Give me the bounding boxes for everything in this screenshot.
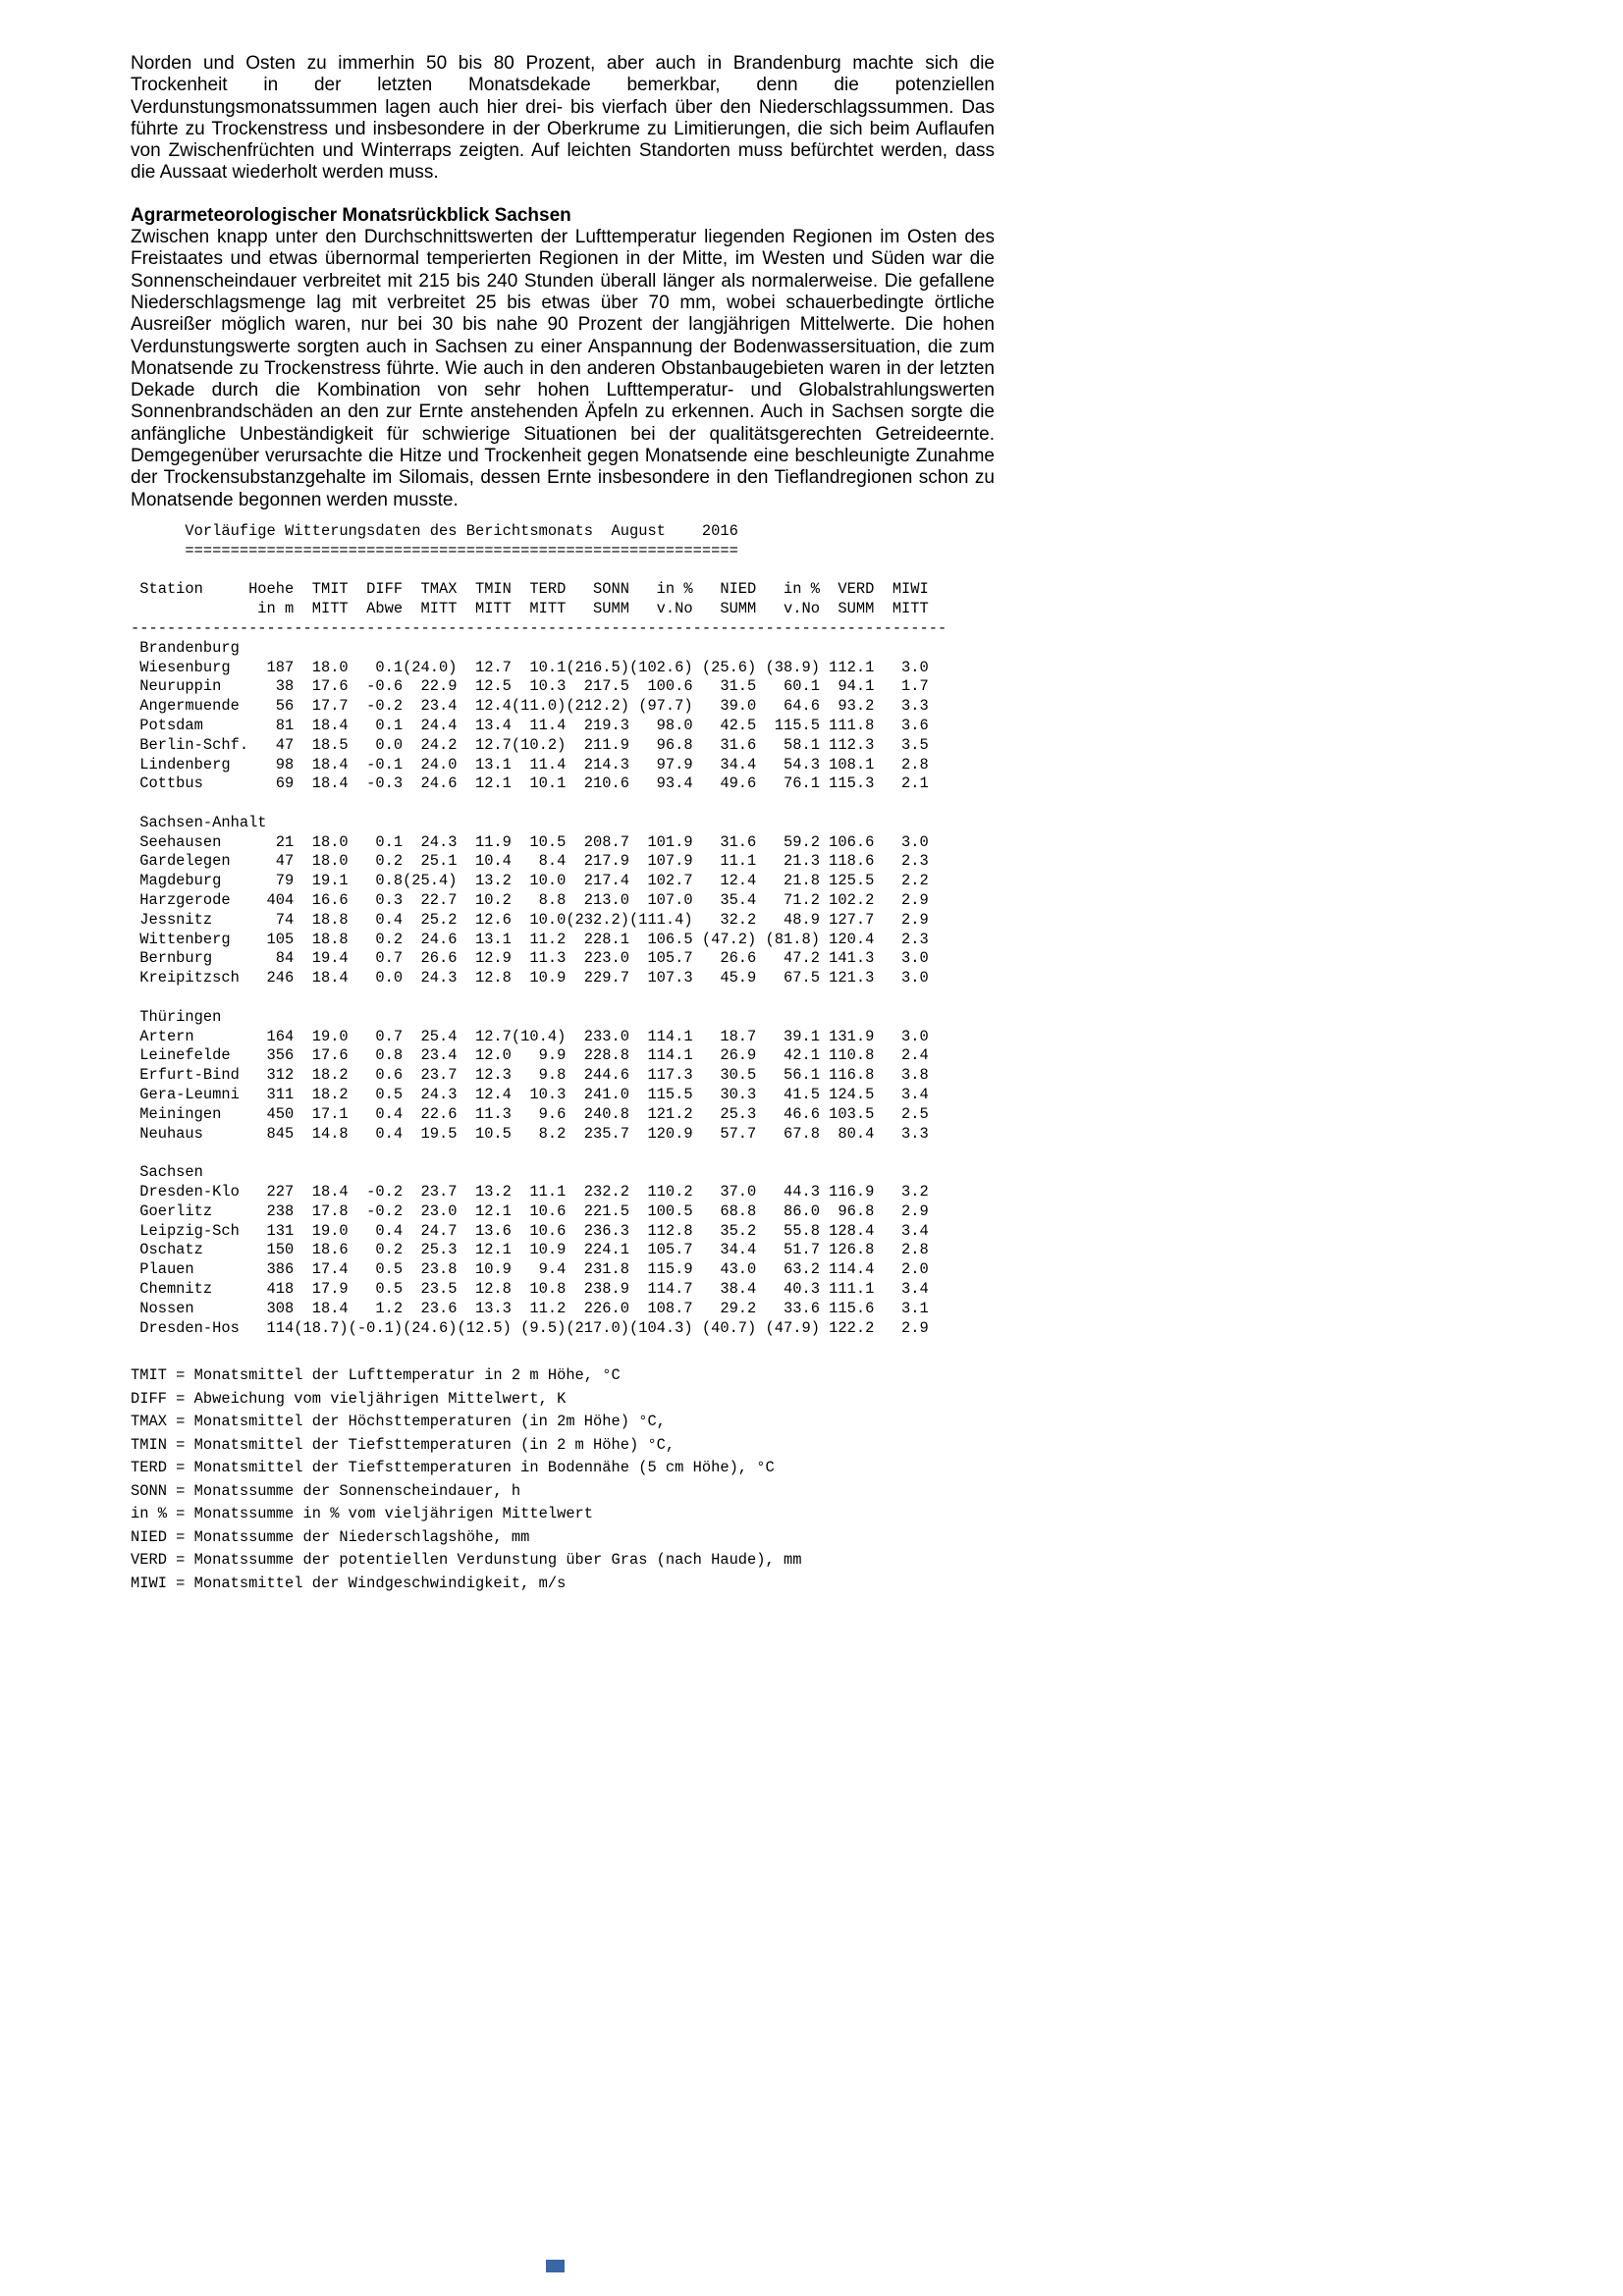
legend-item: MIWI = Monatsmittel der Windgeschwindigkeit, m/s (131, 1574, 567, 1592)
legend-item: TERD = Monatsmittel der Tiefsttemperaturen in Bodennähe (5 cm Höhe), °C (131, 1459, 775, 1477)
table-line: Cottbus 69 18.4 -0.3 24.6 12.1 10.1 210.6 93.4 49.6 76.1 115.3 2.1 (131, 774, 929, 793)
table-line: Station Hoehe TMIT DIFF TMAX TMIN TERD SONN in % NIED in % VERD MIWI (131, 580, 929, 599)
table-line: ------------------------------------------------------------------------------------------ (131, 618, 947, 637)
table-line: Sachsen-Anhalt (131, 813, 267, 831)
table-line: Gardelegen 47 18.0 0.2 25.1 10.4 8.4 217.9 107.9 11.1 21.3 118.6 2.3 (131, 852, 929, 871)
table-line: Sachsen (131, 1163, 203, 1182)
table-line: Artern 164 19.0 0.7 25.4 12.7(10.4) 233.0 114.1 18.7 39.1 131.9 3.0 (131, 1027, 929, 1045)
legend-item: TMAX = Monatsmittel der Höchsttemperaturen (in 2m Höhe) °C, (131, 1413, 666, 1431)
table-line: Wittenberg 105 18.8 0.2 24.6 13.1 11.2 228.1 106.5 (47.2) (81.8) 120.4 2.3 (131, 930, 929, 948)
section-heading: Agrarmeteorologischer Monatsrückblick Sachsen (131, 204, 571, 226)
table-line: Berlin-Schf. 47 18.5 0.0 24.2 12.7(10.2) 211.9 96.8 31.6 58.1 112.3 3.5 (131, 735, 929, 754)
table-line (131, 1144, 995, 1163)
table-line: Oschatz 150 18.6 0.2 25.3 12.1 10.9 224.1 105.7 34.4 51.7 126.8 2.8 (131, 1241, 929, 1259)
legend (131, 1364, 995, 1595)
table-line: Chemnitz 418 17.9 0.5 23.5 12.8 10.8 238.9 114.7 38.4 40.3 111.1 3.4 (131, 1280, 929, 1299)
page-content (131, 53, 995, 1595)
intro-paragraph: Norden und Osten zu immerhin 50 bis 80 Prozent, aber auch in Brandenburg machte sich die Trockenheit in der letzten Monatsdekade bemerkbar, denn die potenziellen Verdunstungsmonatssummen lagen auch hier drei- bis vierfach über den Niederschlagssummen. Das führte zu Trockenstress und insbesondere in der Oberkrume zu Limitierungen, die sich beim Auflaufen von Zwischenfrüchten und Winterraps zeigten. Auf leichten Standorten muss befürchtet werden, dass die Aussaat wiederholt werden muss. (131, 53, 995, 184)
page-footer-mark (546, 2260, 565, 2272)
table-line: Gera-Leumni 311 18.2 0.5 24.3 12.4 10.3 241.0 115.5 30.3 41.5 124.5 3.4 (131, 1086, 929, 1104)
legend-item: in % = Monatssumme in % vom vieljährigen Mittelwert (131, 1505, 594, 1523)
table-line: Dresden-Klo 227 18.4 -0.2 23.7 13.2 11.1 232.2 110.2 37.0 44.3 116.9 3.2 (131, 1183, 929, 1201)
table-line: Lindenberg 98 18.4 -0.1 24.0 13.1 11.4 214.3 97.9 34.4 54.3 108.1 2.8 (131, 755, 929, 774)
section-paragraph: Zwischen knapp unter den Durchschnittswerten der Lufttemperatur liegenden Regionen im Osten des Freistaates und etwas übernormal temperierten Regionen in der Mitte, im Westen und Süden war die Sonnenscheindauer verbreitet mit 215 bis 240 Stunden überall länger als normalerweise. Die gefallene Niederschlagsmenge lag mit verbreitet 25 bis etwas über 70 mm, wobei schauerbedingte örtliche Ausreißer möglich waren, nur bei 30 bis nahe 90 Prozent der langjährigen Mittelwerte. Die hohen Verdunstungswerte sorgten auch in Sachsen zu einer Anspannung der Bodenwassersituation, die zum Monatsende zu Trockenstress führte. Wie auch in den anderen Obstanbaugebieten waren in der letzten Dekade durch die Kombination von sehr hohen Lufttemperatur- und Globalstrahlungswerten Sonnenbrandschäden an den zur Ernte anstehenden Äpfeln zu erkennen. Auch in Sachsen sorgte die anfängliche Unbeständigkeit für schwierige Situationen bei der qualitätsgerechten Getreideernte. Demgegenüber verursachte die Hitze und Trockenheit gegen Monatsende eine beschleunigte Zunahme der Trockensubstanzgehalte im Silomais, dessen Ernte insbesondere in den Tieflandregionen schon zu Monatsende begonnen werden musste. (131, 227, 995, 510)
legend-item: VERD = Monatssumme der potentiellen Verdunstung über Gras (nach Haude), mm (131, 1551, 802, 1570)
table-line: Potsdam 81 18.4 0.1 24.4 13.4 11.4 219.3 98.0 42.5 115.5 111.8 3.6 (131, 716, 929, 734)
table-line (131, 561, 995, 581)
legend-item: SONN = Monatssumme der Sonnenscheindauer, h (131, 1481, 521, 1500)
table-line: Angermuende 56 17.7 -0.2 23.4 12.4(11.0)(212.2) (97.7) 39.0 64.6 93.2 3.3 (131, 697, 929, 716)
table-line: Plauen 386 17.4 0.5 23.8 10.9 9.4 231.8 115.9 43.0 63.2 114.4 2.0 (131, 1260, 929, 1279)
table-line (131, 794, 995, 814)
legend-item: TMIN = Monatsmittel der Tiefsttemperaturen (in 2 m Höhe) °C, (131, 1435, 676, 1454)
table-line: Neuhaus 845 14.8 0.4 19.5 10.5 8.2 235.7 120.9 57.7 67.8 80.4 3.3 (131, 1124, 929, 1143)
table-line: Seehausen 21 18.0 0.1 24.3 11.9 10.5 208.7 101.9 31.6 59.2 106.6 3.0 (131, 832, 929, 851)
table-line: Goerlitz 238 17.8 -0.2 23.0 12.1 10.6 221.5 100.5 68.8 86.0 96.8 2.9 (131, 1201, 929, 1220)
table-line: Kreipitzsch 246 18.4 0.0 24.3 12.8 10.9 229.7 107.3 45.9 67.5 121.3 3.0 (131, 969, 929, 988)
table-line: Wiesenburg 187 18.0 0.1(24.0) 12.7 10.1(216.5)(102.6) (25.6) (38.9) 112.1 3.0 (131, 658, 929, 676)
table-line: Vorläufige Witterungsdaten des Berichtsmonats August 2016 (131, 521, 738, 540)
table-line: Jessnitz 74 18.8 0.4 25.2 12.6 10.0(232.2)(111.4) 32.2 48.9 127.7 2.9 (131, 910, 929, 929)
table-line: Meiningen 450 17.1 0.4 22.6 11.3 9.6 240.8 121.2 25.3 46.6 103.5 2.5 (131, 1104, 929, 1123)
table-line: Erfurt-Bind 312 18.2 0.6 23.7 12.3 9.8 244.6 117.3 30.5 56.1 116.8 3.8 (131, 1066, 929, 1085)
weather-data-table (131, 522, 995, 1338)
table-line: ============================================================= (131, 541, 738, 560)
legend-item: TMIT = Monatsmittel der Lufttemperatur in 2 m Höhe, °C (131, 1366, 621, 1385)
table-line: Brandenburg (131, 638, 240, 657)
table-line (131, 988, 995, 1008)
table-line: Thüringen (131, 1007, 222, 1026)
table-line: Leipzig-Sch 131 19.0 0.4 24.7 13.6 10.6 236.3 112.8 35.2 55.8 128.4 3.4 (131, 1221, 929, 1240)
table-line: in m MITT Abwe MITT MITT MITT SUMM v.No SUMM v.No SUMM MITT (131, 600, 929, 618)
table-line: Neuruppin 38 17.6 -0.6 22.9 12.5 10.3 217.5 100.6 31.5 60.1 94.1 1.7 (131, 677, 929, 696)
table-line: Magdeburg 79 19.1 0.8(25.4) 13.2 10.0 217.4 102.7 12.4 21.8 125.5 2.2 (131, 872, 929, 890)
table-line: Bernburg 84 19.4 0.7 26.6 12.9 11.3 223.0 105.7 26.6 47.2 141.3 3.0 (131, 949, 929, 968)
table-line: Leinefelde 356 17.6 0.8 23.4 12.0 9.9 228.8 114.1 26.9 42.1 110.8 2.4 (131, 1046, 929, 1065)
legend-item: DIFF = Abweichung vom vieljährigen Mittelwert, K (131, 1389, 567, 1408)
table-line: Dresden-Hos 114(18.7)(-0.1)(24.6)(12.5) (9.5)(217.0)(104.3) (40.7) (47.9) 122.2 2.9 (131, 1318, 929, 1337)
legend-item: NIED = Monatssumme der Niederschlagshöhe, mm (131, 1527, 530, 1546)
table-line: Harzgerode 404 16.6 0.3 22.7 10.2 8.8 213.0 107.0 35.4 71.2 102.2 2.9 (131, 891, 929, 910)
table-line: Nossen 308 18.4 1.2 23.6 13.3 11.2 226.0 108.7 29.2 33.6 115.6 3.1 (131, 1299, 929, 1317)
